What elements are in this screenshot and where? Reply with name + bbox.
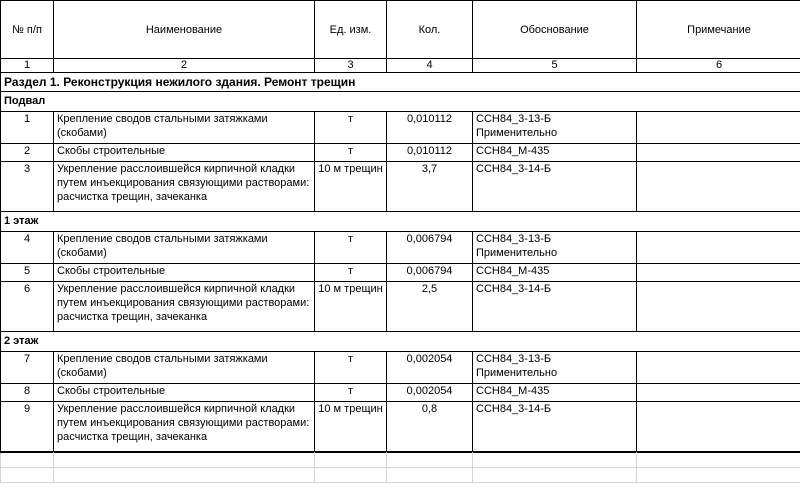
row-quantity[interactable]: 0,002054 bbox=[387, 384, 473, 402]
empty-cell[interactable] bbox=[1, 453, 54, 468]
row-quantity[interactable]: 2,5 bbox=[387, 282, 473, 332]
row-name[interactable]: Скобы строительные bbox=[54, 264, 315, 282]
row-number[interactable]: 9 bbox=[1, 402, 54, 452]
group-row bbox=[1, 212, 800, 232]
row-note[interactable] bbox=[637, 264, 800, 282]
column-number-row bbox=[1, 59, 800, 73]
table-row bbox=[1, 232, 800, 264]
basis-note: Применительно bbox=[476, 247, 558, 259]
group-row bbox=[1, 332, 800, 352]
row-unit[interactable]: т bbox=[315, 232, 387, 264]
row-note[interactable] bbox=[637, 352, 800, 384]
table-row bbox=[1, 162, 800, 212]
header-cell-quantity[interactable]: Кол. bbox=[387, 1, 473, 59]
column-number-cell[interactable]: 2 bbox=[54, 59, 315, 73]
row-name[interactable]: Укрепление расслоившейся кирпичной кладки путем инъекцирования связующими растворами: расчистка трещин, зачеканка bbox=[54, 402, 315, 452]
row-note[interactable] bbox=[637, 402, 800, 452]
table-row bbox=[1, 384, 800, 402]
empty-row bbox=[1, 453, 800, 468]
row-number[interactable]: 3 bbox=[1, 162, 54, 212]
basis-note: Применительно bbox=[476, 127, 558, 139]
empty-cell[interactable] bbox=[315, 453, 387, 468]
basis-code: ССН84_3-13-Б bbox=[476, 233, 552, 245]
row-unit[interactable]: т bbox=[315, 144, 387, 162]
row-number[interactable]: 7 bbox=[1, 352, 54, 384]
row-basis[interactable]: ССН84_3-14-Б bbox=[473, 162, 637, 212]
row-name[interactable]: Укрепление расслоившейся кирпичной кладки путем инъекцирования связующими растворами: расчистка трещин, зачеканка bbox=[54, 162, 315, 212]
row-unit[interactable]: 10 м трещин bbox=[315, 162, 387, 212]
row-number[interactable]: 2 bbox=[1, 144, 54, 162]
row-basis[interactable]: ССН84_М-435 bbox=[473, 144, 637, 162]
row-note[interactable] bbox=[637, 232, 800, 264]
row-unit[interactable]: т bbox=[315, 112, 387, 144]
row-number[interactable]: 6 bbox=[1, 282, 54, 332]
group-row bbox=[1, 92, 800, 112]
row-basis[interactable]: ССН84_3-14-Б bbox=[473, 282, 637, 332]
empty-grid bbox=[0, 452, 800, 483]
empty-cell[interactable] bbox=[54, 453, 315, 468]
empty-row bbox=[1, 468, 800, 483]
row-basis[interactable]: ССН84_М-435 bbox=[473, 264, 637, 282]
row-number[interactable]: 8 bbox=[1, 384, 54, 402]
row-basis[interactable] bbox=[473, 112, 637, 144]
row-unit[interactable]: т bbox=[315, 384, 387, 402]
table-row bbox=[1, 112, 800, 144]
column-number-cell[interactable]: 6 bbox=[637, 59, 800, 73]
header-cell-number[interactable]: № п/п bbox=[1, 1, 54, 59]
row-unit[interactable]: 10 м трещин bbox=[315, 282, 387, 332]
row-name[interactable]: Скобы строительные bbox=[54, 144, 315, 162]
row-name[interactable]: Крепление сводов стальными затяжками (скобами) bbox=[54, 232, 315, 264]
section-title[interactable]: Раздел 1. Реконструкция нежилого здания. Ремонт трещин bbox=[1, 73, 800, 92]
row-note[interactable] bbox=[637, 112, 800, 144]
header-row bbox=[1, 1, 800, 59]
row-name[interactable]: Крепление сводов стальными затяжками (скобами) bbox=[54, 112, 315, 144]
header-cell-unit[interactable]: Ед. изм. bbox=[315, 1, 387, 59]
row-unit[interactable]: 10 м трещин bbox=[315, 402, 387, 452]
row-basis[interactable] bbox=[473, 352, 637, 384]
row-unit[interactable]: т bbox=[315, 352, 387, 384]
empty-cell[interactable] bbox=[387, 453, 473, 468]
row-basis[interactable] bbox=[473, 232, 637, 264]
row-basis[interactable]: ССН84_3-14-Б bbox=[473, 402, 637, 452]
section-row bbox=[1, 73, 800, 92]
row-quantity[interactable]: 0,002054 bbox=[387, 352, 473, 384]
row-unit[interactable]: т bbox=[315, 264, 387, 282]
row-quantity[interactable]: 0,010112 bbox=[387, 112, 473, 144]
row-basis[interactable]: ССН84_М-435 bbox=[473, 384, 637, 402]
empty-cell[interactable] bbox=[54, 468, 315, 483]
table-row bbox=[1, 144, 800, 162]
empty-cell[interactable] bbox=[637, 453, 800, 468]
empty-cell[interactable] bbox=[387, 468, 473, 483]
row-quantity[interactable]: 0,8 bbox=[387, 402, 473, 452]
row-quantity[interactable]: 0,006794 bbox=[387, 264, 473, 282]
row-note[interactable] bbox=[637, 282, 800, 332]
table-row bbox=[1, 352, 800, 384]
basis-code: ССН84_3-13-Б bbox=[476, 353, 552, 365]
column-number-cell[interactable]: 5 bbox=[473, 59, 637, 73]
row-quantity[interactable]: 0,010112 bbox=[387, 144, 473, 162]
column-number-cell[interactable]: 1 bbox=[1, 59, 54, 73]
empty-cell[interactable] bbox=[473, 453, 637, 468]
row-number[interactable]: 5 bbox=[1, 264, 54, 282]
row-note[interactable] bbox=[637, 162, 800, 212]
header-cell-basis[interactable]: Обоснование bbox=[473, 1, 637, 59]
empty-cell[interactable] bbox=[315, 468, 387, 483]
empty-cell[interactable] bbox=[637, 468, 800, 483]
header-cell-name[interactable]: Наименование bbox=[54, 1, 315, 59]
row-number[interactable]: 4 bbox=[1, 232, 54, 264]
row-name[interactable]: Укрепление расслоившейся кирпичной кладки путем инъекцирования связующими растворами: расчистка трещин, зачеканка bbox=[54, 282, 315, 332]
empty-cell[interactable] bbox=[473, 468, 637, 483]
table-row bbox=[1, 282, 800, 332]
row-name[interactable]: Крепление сводов стальными затяжками (скобами) bbox=[54, 352, 315, 384]
group-title[interactable]: Подвал bbox=[1, 92, 800, 112]
row-name[interactable]: Скобы строительные bbox=[54, 384, 315, 402]
group-title[interactable]: 1 этаж bbox=[1, 212, 800, 232]
row-quantity[interactable]: 3,7 bbox=[387, 162, 473, 212]
row-quantity[interactable]: 0,006794 bbox=[387, 232, 473, 264]
empty-cell[interactable] bbox=[1, 468, 54, 483]
header-cell-note[interactable]: Примечание bbox=[637, 1, 800, 59]
basis-note: Применительно bbox=[476, 367, 558, 379]
table-row bbox=[1, 264, 800, 282]
row-note[interactable] bbox=[637, 144, 800, 162]
row-note[interactable] bbox=[637, 384, 800, 402]
group-title[interactable]: 2 этаж bbox=[1, 332, 800, 352]
basis-code: ССН84_3-13-Б bbox=[476, 113, 552, 125]
table-row bbox=[1, 402, 800, 452]
row-number[interactable]: 1 bbox=[1, 112, 54, 144]
column-number-cell[interactable]: 3 bbox=[315, 59, 387, 73]
column-number-cell[interactable]: 4 bbox=[387, 59, 473, 73]
